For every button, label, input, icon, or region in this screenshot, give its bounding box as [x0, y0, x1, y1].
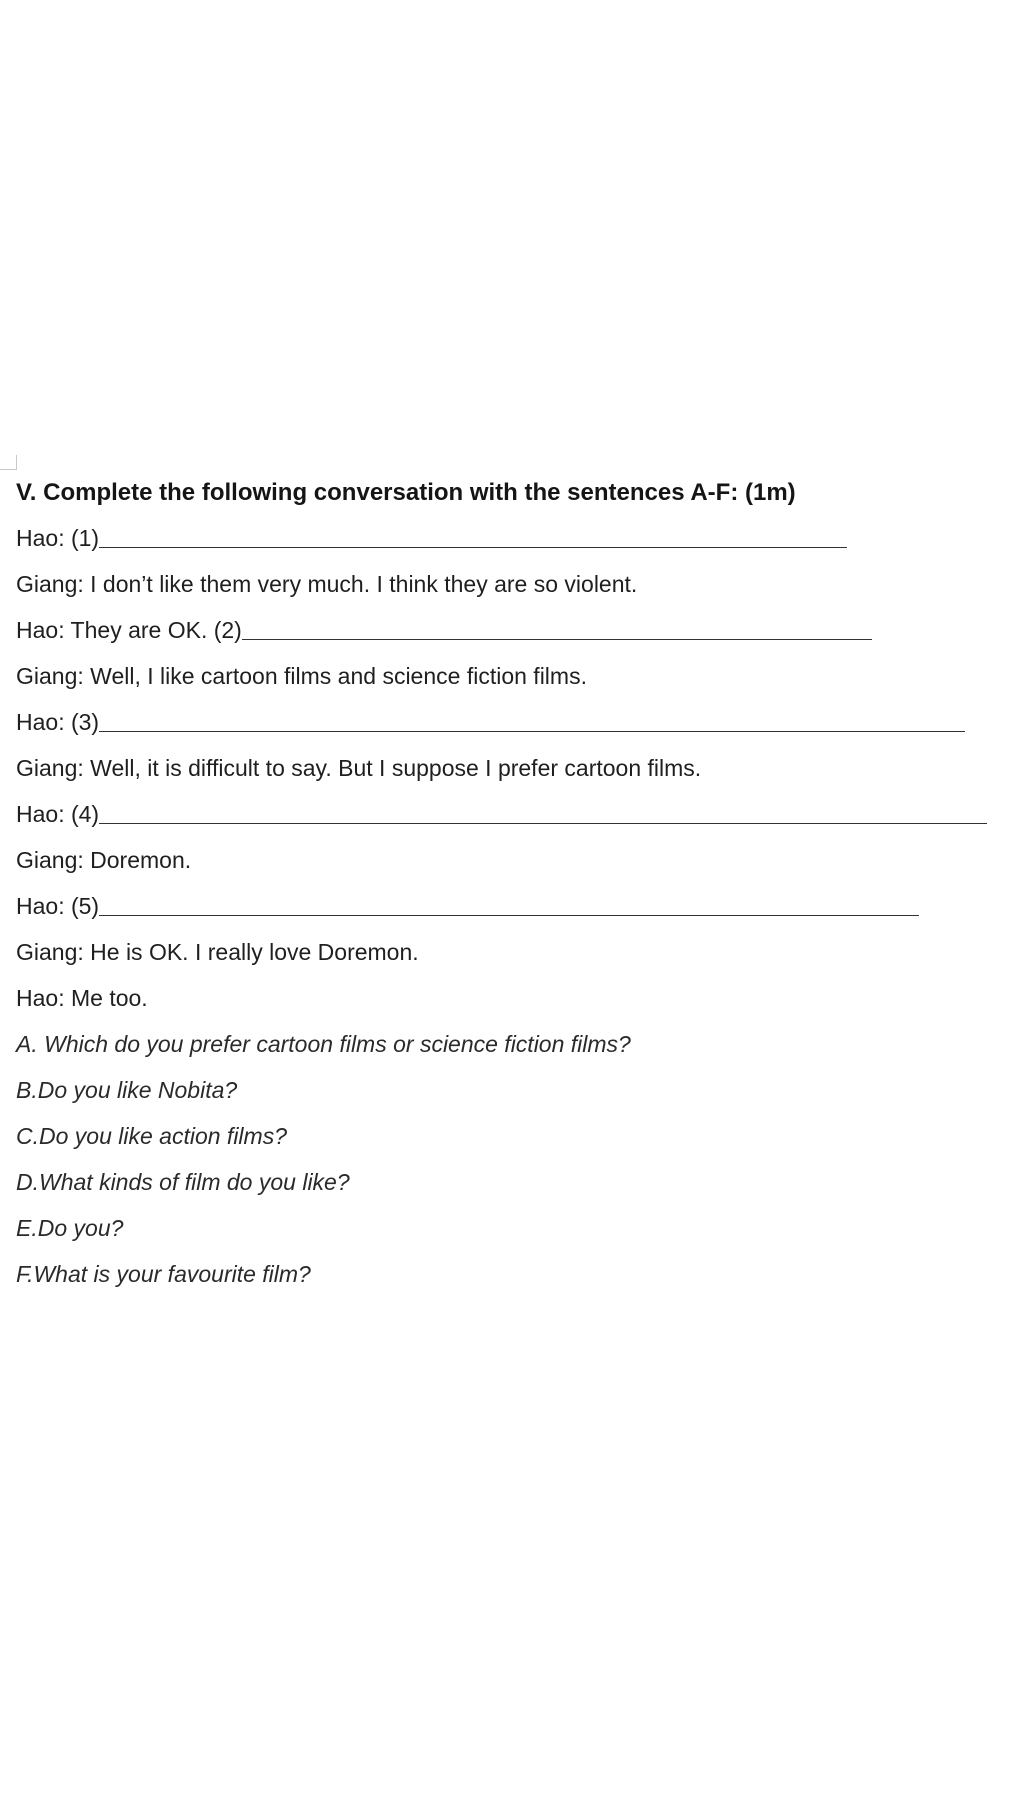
option-f: F.What is your favourite film?	[16, 1261, 311, 1287]
section-heading: V. Complete the following conversation with the sentences A-F: (1m)	[16, 479, 796, 506]
answer-blank-5[interactable]	[99, 893, 919, 916]
conversation-line-6: Giang: Well, it is difficult to say. But I suppose I prefer cartoon films.	[16, 755, 702, 781]
conversation-line-3: Hao: They are OK. (2)	[16, 615, 872, 645]
conversation-line-4: Giang: Well, I like cartoon films and science fiction films.	[16, 663, 587, 689]
answer-blank-2[interactable]	[242, 617, 872, 640]
option-a: A. Which do you prefer cartoon films or science fiction films?	[16, 1031, 631, 1057]
conversation-line-1: Hao: (1)	[16, 523, 847, 553]
conversation-line-5: Hao: (3)	[16, 707, 965, 737]
conversation-line-11: Hao: Me too.	[16, 985, 148, 1011]
conversation-line-8: Giang: Doremon.	[16, 847, 192, 873]
conversation-line-7: Hao: (4)	[16, 799, 987, 829]
option-c: C.Do you like action films?	[16, 1123, 287, 1149]
answer-blank-4[interactable]	[99, 801, 987, 824]
option-d: D.What kinds of film do you like?	[16, 1169, 350, 1195]
page-corner-mark	[0, 455, 17, 470]
answer-blank-1[interactable]	[99, 525, 847, 548]
answer-blank-3[interactable]	[99, 709, 965, 732]
conversation-line-2: Giang: I don’t like them very much. I think they are so violent.	[16, 571, 638, 597]
conversation-line-9: Hao: (5)	[16, 891, 919, 921]
conversation-line-10: Giang: He is OK. I really love Doremon.	[16, 939, 419, 965]
option-e: E.Do you?	[16, 1215, 124, 1241]
option-b: B.Do you like Nobita?	[16, 1077, 238, 1103]
